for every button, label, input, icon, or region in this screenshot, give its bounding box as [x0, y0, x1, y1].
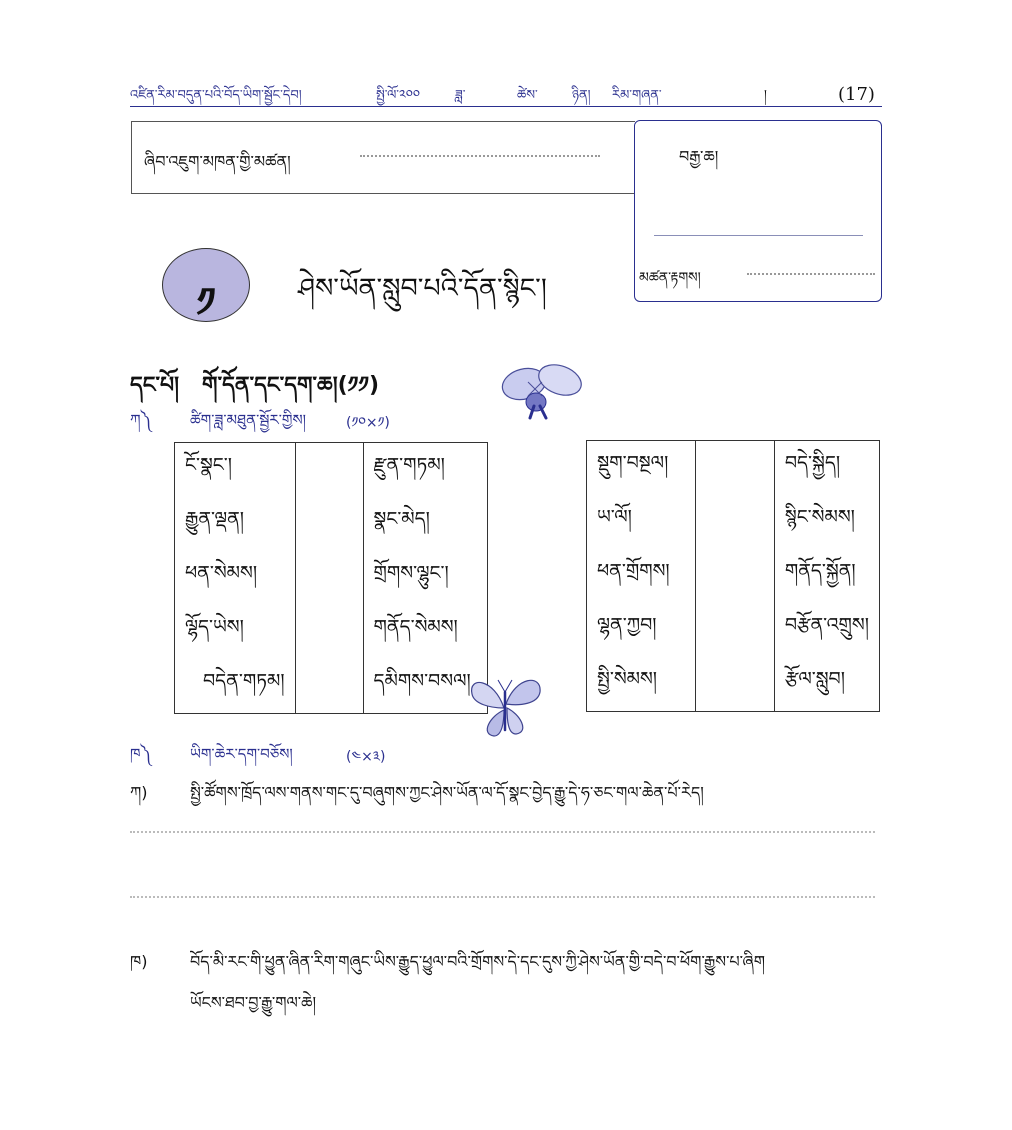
right-word: རྫུན་གཏམ། [363, 443, 487, 498]
right-word: དམིགས་བསལ། [363, 659, 487, 714]
question-2-marker: ཁ) [130, 952, 148, 971]
grade-field: རིམ་གཞན་ [612, 88, 662, 103]
table-row [587, 441, 880, 496]
table-row [587, 657, 880, 712]
score-divider [654, 235, 863, 236]
answer-line[interactable] [130, 896, 875, 898]
question-1-text: སྤྱི་ཚོགས་ཁྲོད་ལས་གནས་གང་དུ་བཞུགས་ཀྱང་ཤེས་ཡོན་ལ་དོ་སྣང་བྱེད་རྒྱུ་དེ་ཧ་ཅང་གལ་ཆེན་པོ་རེད། [190, 783, 704, 802]
table-row [175, 497, 488, 551]
match-blank[interactable] [295, 551, 363, 605]
question-ka-instruction: ཚིག་ཟླ་མཐུན་སྦྱོར་གྱིས། [190, 411, 306, 429]
right-word: བརྩོན་འགྲུས། [774, 603, 879, 657]
left-word: ངོ་སྣང་། [175, 443, 296, 498]
right-word: སྙིང་སེམས། [774, 495, 879, 549]
question-ka-points: (༡༠×༡) [346, 415, 390, 431]
right-word: རྩོལ་སླུབ། [774, 657, 879, 712]
header-rule [130, 106, 882, 107]
table-row [175, 659, 488, 714]
left-matching-table [174, 442, 488, 714]
table-row [175, 551, 488, 605]
question-ka-marker: ཀ༽ [130, 411, 152, 429]
butterfly-illustration [498, 362, 588, 422]
match-blank[interactable] [696, 657, 775, 712]
right-matching-table [586, 440, 880, 712]
left-word: ལྷན་ཀྱབ། [587, 603, 696, 657]
score-label: བརྒྱ་ཆ། [679, 147, 719, 166]
year-field: སྤྱི་ལོ་༢༠༠ [376, 88, 421, 103]
match-blank[interactable] [295, 443, 363, 498]
examiner-name-blank[interactable] [360, 155, 600, 157]
left-word: བདེན་གཏམ། [175, 659, 296, 714]
left-word: སྡུག་བསྔལ། [587, 441, 696, 496]
question-2-text-line1: བོད་མི་རང་གི་ཕྱུན་ཞིན་རིག་གཞུང་ཡིས་རྒྱུད་ཕྱུལ་བའི་གྲོགས་དེ་དང་དུས་ཀྱི་ཤེས་ཡོན་གྱི་བདེ་བ་ཕོག་རྒྱུས་པ་ཞིག [190, 952, 766, 971]
right-word: བདེ་སྐྱིད། [774, 441, 879, 496]
match-blank[interactable] [696, 495, 775, 549]
left-word: ལྷོད་ཡེས། [175, 605, 296, 659]
signature-blank[interactable] [747, 273, 875, 275]
question-1-marker: ཀ) [130, 783, 148, 802]
right-word: གནོད་སྐྱོན། [774, 549, 879, 603]
question-kha-instruction: ཡིག་ཆེར་དག་བཅོས། [190, 745, 293, 763]
right-word: སྣང་མེད། [363, 497, 487, 551]
answer-line[interactable] [130, 831, 875, 833]
weekday-field: ཉིན། [572, 88, 591, 103]
day-field: ཚེས་ [517, 88, 538, 103]
table-row [587, 549, 880, 603]
left-word: སྤྱི་སེམས། [587, 657, 696, 712]
examiner-name-box [131, 121, 635, 194]
signature-label: མཚན་རྟགས། [639, 270, 701, 286]
match-blank[interactable] [295, 605, 363, 659]
right-word: གྲོགས་ལྷུང་། [363, 551, 487, 605]
table-row [587, 603, 880, 657]
right-word: གནོད་སེམས། [363, 605, 487, 659]
question-kha-marker: ཁ༽ [130, 745, 152, 763]
match-blank[interactable] [696, 549, 775, 603]
match-blank[interactable] [295, 659, 363, 714]
unit-title: ཤེས་ཡོན་སླུབ་པའི་དོན་སྙིང་། [298, 273, 547, 304]
workbook-title: འཛིན་རིམ་བདུན་པའི་བོད་ཡིག་སྦྱོང་དེབ། [130, 88, 302, 103]
left-word: རྒྱུན་ལྡན། [175, 497, 296, 551]
match-blank[interactable] [696, 603, 775, 657]
unit-number-badge [162, 248, 250, 326]
table-row [587, 495, 880, 549]
score-box [634, 120, 882, 302]
match-blank[interactable] [696, 441, 775, 496]
butterfly-illustration [464, 672, 546, 742]
left-word: ཕན་གྲོགས། [587, 549, 696, 603]
page-number: (17) [838, 84, 875, 105]
month-field: ཟླ་ [455, 88, 466, 103]
match-blank[interactable] [295, 497, 363, 551]
examiner-name-label: ཞིབ་འཇུག་མཁན་གྱི་མཚན། [144, 152, 291, 171]
table-row [175, 443, 488, 498]
table-row [175, 605, 488, 659]
unit-number: ༡ [196, 280, 216, 326]
question-kha-points: (༤×༣) [346, 749, 386, 765]
left-word: ཕན་སེམས། [175, 551, 296, 605]
section-title: དང་པོ། གོ་དོན་དང་དག་ཆ།(༡༡) [130, 373, 380, 398]
question-2-text-line2: ཡོངས་ཐབ་བྱ་རྒྱུ་གལ་ཆེ། [190, 993, 317, 1012]
left-word: ཡ་ལོ། [587, 495, 696, 549]
header-separator: ། [764, 88, 767, 103]
